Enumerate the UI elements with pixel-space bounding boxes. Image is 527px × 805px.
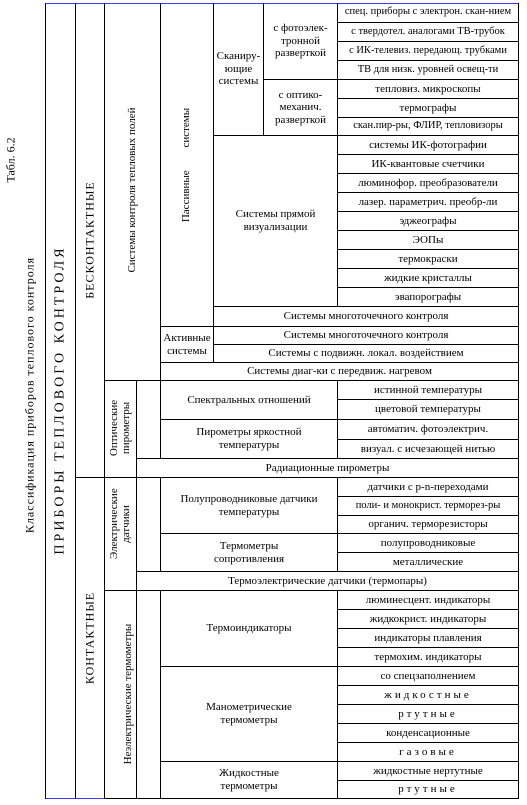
contact-category: КОНТАКТНЫЕ (82, 591, 97, 685)
list-item: жидкостные (384, 688, 472, 701)
list-item: эвапорографы (394, 290, 462, 303)
thermoelectric-sensors: Термоэлектрические датчики (термопары) (228, 574, 427, 587)
passive-multipoint: Системы многоточечного контроля (283, 310, 449, 323)
list-item: эджеографы (399, 214, 457, 227)
indicators-label: Термоиндикаторы (206, 622, 292, 635)
list-item: органич. терморезисторы (368, 518, 488, 531)
list-item: датчики с p-n-переходами (367, 480, 489, 493)
table-title: Классификация приборов теплового контроля (22, 256, 37, 534)
list-item: автоматич. фотоэлектрич. (367, 423, 489, 436)
list-item: люминофор. преобразователи (358, 176, 498, 189)
liquid-label: Жидкостные термометры (219, 767, 279, 792)
list-item: цветовой температуры (375, 403, 481, 416)
list-item: скан.пир-ры, ФЛИР, тепловизоры (353, 120, 503, 132)
list-item: со спецзаполнением (380, 669, 476, 682)
list-item: Системы многоточечного контроля (283, 329, 449, 342)
semiconductor-label: Полупроводниковые датчики температуры (180, 492, 318, 518)
list-item: индикаторы плавления (374, 631, 482, 644)
photoelectronic-label: с фотоэлек-тронной разверткой (273, 22, 328, 60)
electric-label: Электрические датчики (107, 488, 132, 559)
passive-label: Пассивные системы (179, 107, 192, 223)
list-item: ртутные (398, 783, 458, 796)
list-item: визуал. с исчезающей нитью (360, 442, 496, 455)
list-item: жидкие кристаллы (384, 271, 472, 284)
thermal-fields-label: Системы контроля тепловых полей (125, 107, 138, 273)
list-item: с ИК-телевиз. передающ. трубками (349, 44, 507, 56)
list-item: полупроводниковые (380, 536, 476, 549)
list-item: конденсационные (386, 726, 470, 739)
list-item: спец. приборы с электрон. скан-нием (344, 6, 512, 18)
radiation-pyrometers: Радиационные пирометры (265, 461, 390, 474)
list-item: термокраски (398, 252, 458, 265)
list-item: Системы диаг-ки с передвиж. нагревом (247, 365, 432, 378)
list-item: истинной температуры (374, 383, 482, 396)
nonelectric-label: Неэлектрические термометры (121, 623, 134, 765)
list-item: жидкостные нертутные (373, 764, 483, 777)
active-label: Активные системы (163, 331, 211, 357)
list-item: жидкокрист. индикаторы (369, 612, 487, 625)
list-item: металлические (392, 555, 464, 568)
optomechanical-label: с оптико-механич. разверткой (274, 88, 327, 126)
spectral-label: Спектральных отношений (187, 393, 311, 406)
brightness-label: Пирометры яркостной температуры (196, 426, 302, 451)
list-item: ЭОПы (412, 233, 444, 246)
list-item: газовые (399, 745, 457, 758)
list-item: люминесцент. индикаторы (365, 593, 491, 606)
direct-vis-label: Системы прямой визуализации (235, 208, 316, 233)
list-item: системы ИК-фотографии (369, 138, 487, 151)
list-item: ИК-квантовые счетчики (371, 157, 485, 170)
list-item: термохим. индикаторы (374, 650, 482, 663)
list-item: Системы с подвижн. локал. воздействием (268, 347, 464, 360)
list-item: лазер. параметрич. преобр-ли (358, 195, 498, 208)
optical-label: Оптические пирометры (107, 399, 132, 457)
list-item: тепловиз. микроскопы (375, 82, 481, 95)
scanning-label: Сканиру-ющие системы (216, 50, 261, 88)
list-item: ртутные (398, 707, 458, 720)
list-item: с твердотел. аналогами ТВ-трубок (351, 25, 505, 37)
table-label: Табл. 6.2 (3, 137, 18, 183)
list-item: термографы (399, 101, 457, 114)
manometric-label: Манометрические термометры (206, 701, 292, 726)
noncontact-category: БЕСКОНТАКТНЫЕ (82, 181, 97, 299)
list-item: ТВ для низк. уровней освещ-ти (357, 63, 499, 75)
resistance-label: Термометры сопротивления (213, 539, 285, 565)
list-item: поли- и монокрист. терморез-ры (355, 499, 501, 511)
root-category: ПРИБОРЫ ТЕПЛОВОГО КОНТРОЛЯ (52, 245, 68, 555)
